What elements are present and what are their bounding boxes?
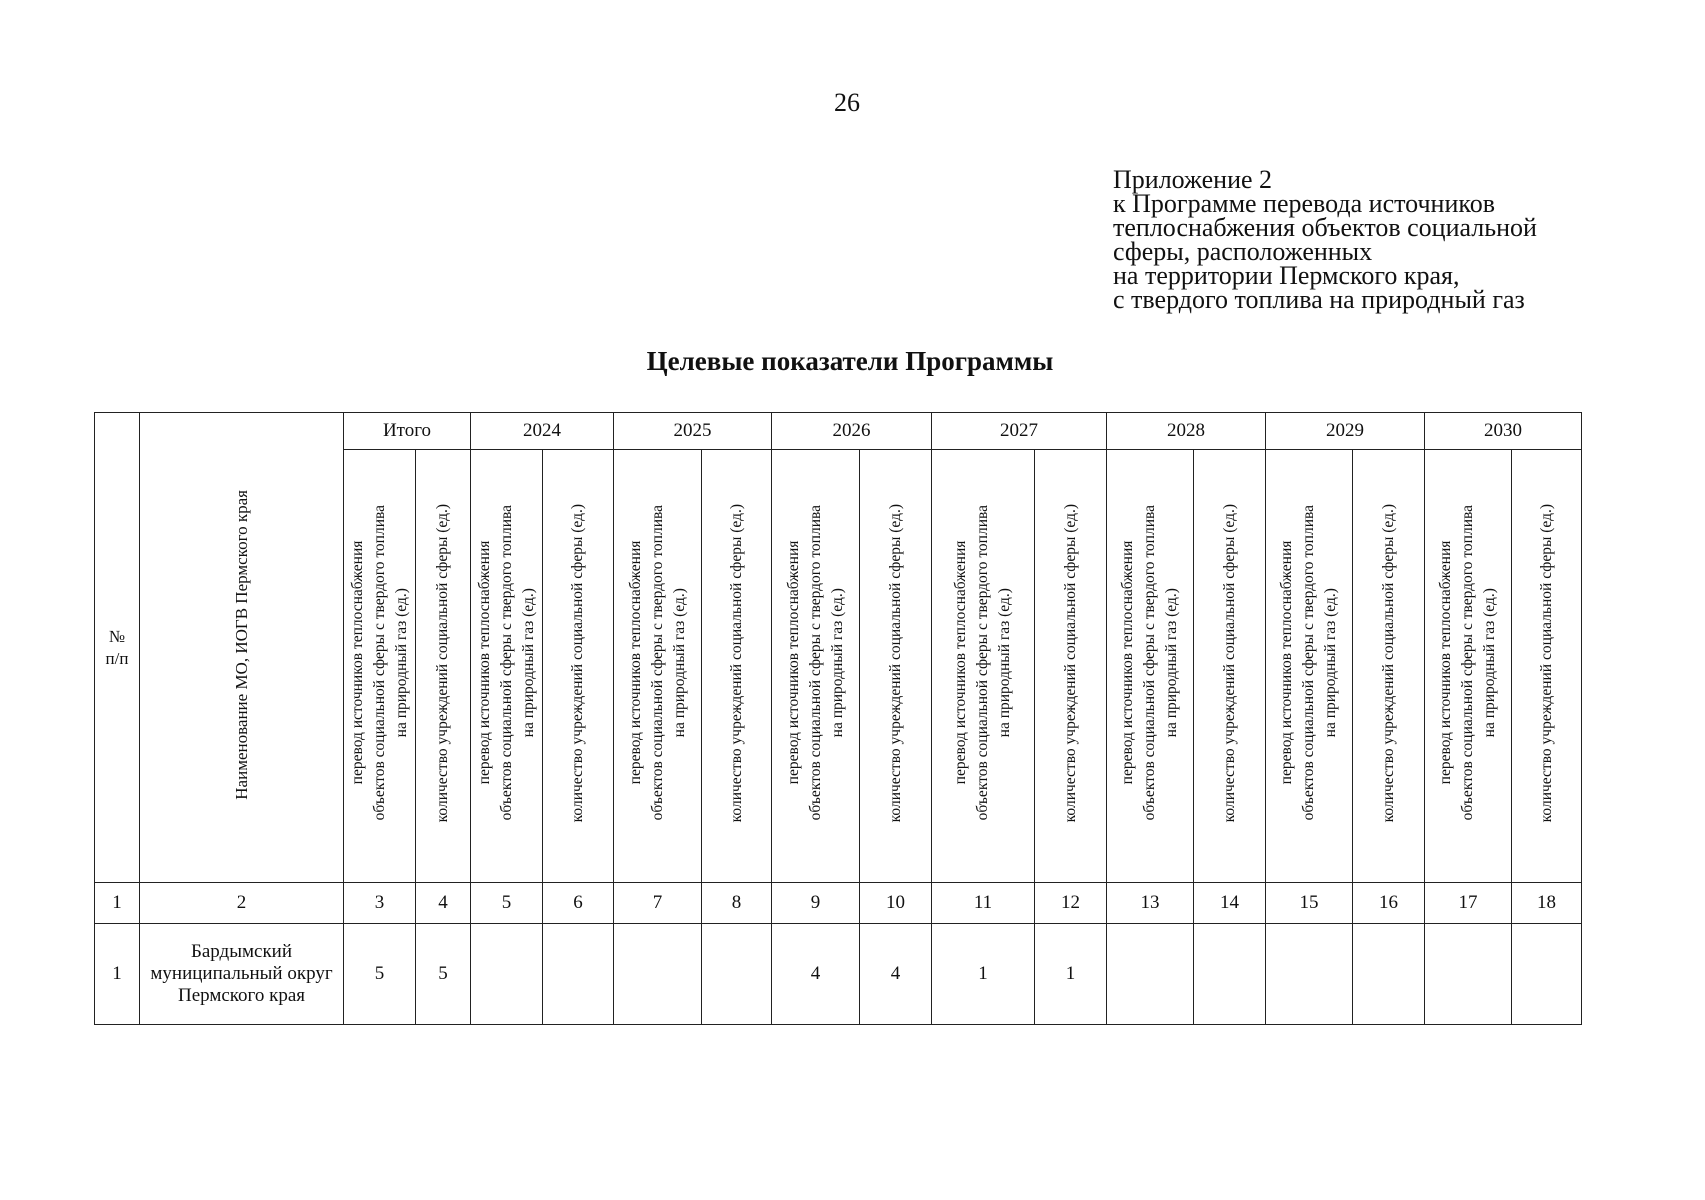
value-cell: 5 — [416, 924, 471, 1025]
column-number: 15 — [1266, 883, 1353, 924]
column-number: 14 — [1194, 883, 1266, 924]
value-cell — [702, 924, 772, 1025]
indicators-table — [94, 412, 1582, 1025]
group-header-2024: 2024 — [471, 413, 614, 450]
subheader-count — [1035, 450, 1107, 883]
municipality-name: Бардымский муниципальный округ Пермского края — [140, 924, 344, 1025]
value-cell: 5 — [344, 924, 416, 1025]
value-cell: 4 — [860, 924, 932, 1025]
group-header-2028: 2028 — [1107, 413, 1266, 450]
subheader-count — [1512, 450, 1582, 883]
value-cell — [1194, 924, 1266, 1025]
np-header-text: № п/п — [105, 626, 129, 668]
column-number: 12 — [1035, 883, 1107, 924]
np-header — [95, 413, 140, 883]
appendix-line: на территории Пермского края, — [1113, 261, 1460, 290]
column-number: 8 — [702, 883, 772, 924]
column-number: 10 — [860, 883, 932, 924]
column-number: 16 — [1353, 883, 1425, 924]
column-number: 3 — [344, 883, 416, 924]
column-number: 5 — [471, 883, 543, 924]
appendix-line: Приложение 2 — [1113, 165, 1273, 194]
column-number: 1 — [95, 883, 140, 924]
appendix-note — [1113, 165, 1537, 314]
subheader-transfer-text: перевод источников теплоснабжения объектов социальной сферы с твердого топлива на природный газ (ед.) — [348, 505, 410, 821]
group-header-2029: 2029 — [1266, 413, 1425, 450]
column-number-row — [95, 883, 1582, 924]
header-row-groups — [95, 413, 1582, 450]
column-number: 13 — [1107, 883, 1194, 924]
table-row — [95, 924, 1582, 1025]
column-number: 7 — [614, 883, 702, 924]
document-title: Целевые показатели Программы — [646, 346, 1054, 376]
subheader-transfer-text: перевод источников теплоснабжения объектов социальной сферы с твердого топлива на природный газ (ед.) — [784, 505, 846, 821]
column-number: 11 — [932, 883, 1035, 924]
subheader-count-text: количество учреждений социальной сферы (ед.) — [1379, 503, 1397, 823]
subheader-transfer — [1266, 450, 1353, 883]
value-cell — [1512, 924, 1582, 1025]
group-header-2026: 2026 — [772, 413, 932, 450]
subheader-transfer — [1107, 450, 1194, 883]
subheader-count — [1353, 450, 1425, 883]
subheader-count-text: количество учреждений социальной сферы (ед.) — [1220, 503, 1238, 823]
group-header-2030: 2030 — [1425, 413, 1582, 450]
subheader-count — [543, 450, 614, 883]
column-number: 4 — [416, 883, 471, 924]
subheader-count-text: количество учреждений социальной сферы (ед.) — [434, 503, 451, 823]
value-cell: 4 — [772, 924, 860, 1025]
subheader-count-text: количество учреждений социальной сферы (ед.) — [1537, 503, 1555, 823]
subheader-transfer-text: перевод источников теплоснабжения объектов социальной сферы с твердого топлива на природный газ (ед.) — [1278, 505, 1339, 821]
appendix-line: с твердого топлива на природный газ — [1113, 285, 1525, 314]
appendix-line: к Программе перевода источников — [1113, 189, 1495, 218]
subheader-transfer — [772, 450, 860, 883]
name-header — [140, 413, 344, 883]
column-number: 2 — [140, 883, 344, 924]
value-cell — [1266, 924, 1353, 1025]
subheader-transfer — [932, 450, 1035, 883]
subheader-transfer-text: перевод источников теплоснабжения объектов социальной сферы с твердого топлива на природный газ (ед.) — [1437, 505, 1498, 821]
subheader-count — [416, 450, 471, 883]
value-cell — [1107, 924, 1194, 1025]
subheader-count-text: количество учреждений социальной сферы (ед.) — [727, 503, 745, 823]
value-cell — [1353, 924, 1425, 1025]
column-number: 6 — [543, 883, 614, 924]
value-cell: 1 — [932, 924, 1035, 1025]
row-number: 1 — [95, 924, 140, 1025]
subheader-transfer — [471, 450, 543, 883]
subheader-transfer — [344, 450, 416, 883]
column-number: 17 — [1425, 883, 1512, 924]
value-cell — [1425, 924, 1512, 1025]
subheader-transfer-text: перевод источников теплоснабжения объектов социальной сферы с твердого топлива на природный газ (ед.) — [952, 505, 1013, 821]
subheader-transfer — [1425, 450, 1512, 883]
subheader-count — [860, 450, 932, 883]
column-number: 9 — [772, 883, 860, 924]
value-cell — [614, 924, 702, 1025]
appendix-line: теплоснабжения объектов социальной — [1113, 213, 1537, 242]
subheader-count-text: количество учреждений социальной сферы (ед.) — [569, 503, 586, 823]
value-cell — [471, 924, 543, 1025]
subheader-transfer-text: перевод источников теплоснабжения объектов социальной сферы с твердого топлива на природный газ (ед.) — [1119, 505, 1180, 821]
subheader-count-text: количество учреждений социальной сферы (ед.) — [1061, 503, 1079, 823]
column-number: 18 — [1512, 883, 1582, 924]
subheader-count-text: количество учреждений социальной сферы (ед.) — [886, 503, 904, 823]
value-cell — [543, 924, 614, 1025]
name-header-text: Наименование МО, ИОГВ Пермского края — [231, 489, 251, 800]
value-cell: 1 — [1035, 924, 1107, 1025]
group-header-total: Итого — [344, 413, 471, 450]
subheader-count — [702, 450, 772, 883]
appendix-line: сферы, расположенных — [1113, 237, 1373, 266]
group-header-2027: 2027 — [932, 413, 1107, 450]
page-number: 26 — [834, 88, 860, 117]
subheader-transfer-text: перевод источников теплоснабжения объектов социальной сферы с твердого топлива на природный газ (ед.) — [626, 505, 688, 821]
subheader-transfer-text: перевод источников теплоснабжения объектов социальной сферы с твердого топлива на природный газ (ед.) — [475, 505, 537, 821]
subheader-count — [1194, 450, 1266, 883]
group-header-2025: 2025 — [614, 413, 772, 450]
subheader-transfer — [614, 450, 702, 883]
